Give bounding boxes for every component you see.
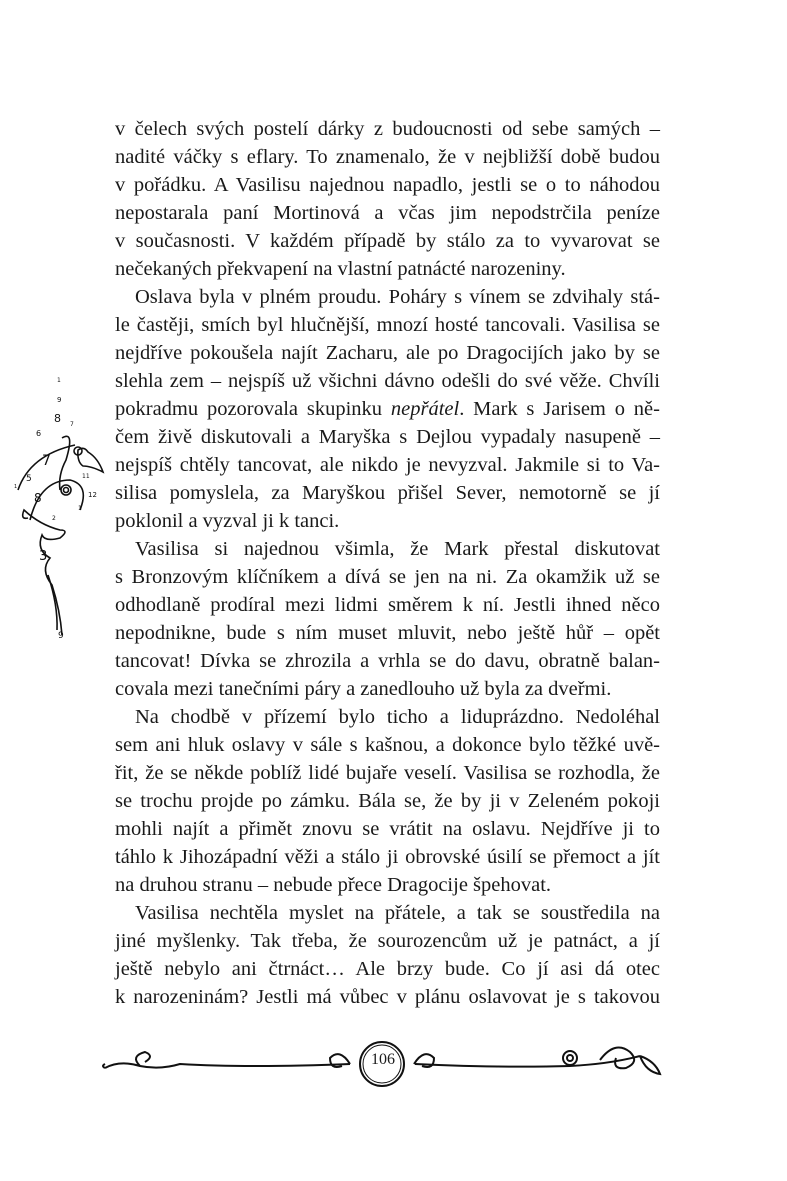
- text-span: poklonil a vyzval ji k tanci.: [115, 510, 340, 532]
- text-line: [115, 675, 660, 703]
- text-span: Vasilisa si najednou všimla, že Mark přestal diskutovat: [135, 538, 660, 560]
- text-line: [115, 451, 660, 479]
- text-line: [115, 171, 660, 199]
- text-span: táhlo k Jihozápadní věži a stálo ji obrovské úsilí se přemoct a jít: [115, 846, 660, 868]
- text-span: nejdříve pokoušela najít Zacharu, ale po Dragocijích jako by se: [115, 342, 660, 364]
- ornament-digit: 9: [57, 396, 62, 404]
- text-span: Na chodbě v přízemí bylo ticho a liduprázdno. Nedoléhal: [135, 706, 660, 728]
- text-line: [115, 983, 660, 1011]
- text-line: [115, 647, 660, 675]
- ornament-digit: 8: [34, 491, 42, 505]
- ornament-digit: 1: [14, 484, 18, 490]
- text-span: silisa pomyslela, za Maryškou přišel Sever, nemotorně se jí: [115, 482, 660, 504]
- ornament-digit: 1: [78, 505, 82, 512]
- page-number: 106: [371, 1051, 395, 1068]
- text-span: na druhou stranu – nebude přece Dragocije špehovat.: [115, 874, 552, 896]
- text-span: se trochu projde po zámku. Bála se, že by ji v Zeleném pokoji: [115, 790, 660, 812]
- text-line: [115, 535, 660, 563]
- ornament-digit: 1: [57, 377, 61, 384]
- ornament-digit: 7: [42, 453, 51, 469]
- text-line: [115, 843, 660, 871]
- text-span: v čelech svých postelí dárky z budoucnosti od sebe samých –: [115, 118, 660, 140]
- emphasis: nepřátel: [390, 398, 460, 420]
- text-span: v pořádku. A Vasilisu najednou napadlo, jestli se o to náhodou: [115, 174, 660, 196]
- text-line: [115, 339, 660, 367]
- text-line: [115, 255, 660, 283]
- text-span: Vasilisa nechtěla myslet na přátele, a tak se soustředila na: [135, 902, 660, 924]
- text-span: . Mark s Jarisem o ně-: [459, 398, 660, 420]
- text-line: [115, 619, 660, 647]
- text-span: odhodlaně prodíral mezi lidmi směrem k ní. Jestli ihned něco: [115, 594, 660, 616]
- text-span: nepodnikne, bude s ním muset mluvit, nebo ještě hůř – opět: [115, 622, 660, 644]
- text-line: [115, 759, 660, 787]
- text-line: [115, 115, 660, 143]
- text-line: [115, 395, 660, 423]
- text-span: s Bronzovým klíčníkem a dívá se jen na ni. Za okamžik už se: [115, 566, 660, 588]
- text-line: [115, 479, 660, 507]
- text-line: [115, 899, 660, 927]
- text-span: v současnosti. V každém případě by stálo za to vyvarovat se: [115, 230, 660, 252]
- text-span: ještě nebylo ani čtrnáct… Ale brzy bude. Co jí asi dá otec: [115, 958, 660, 980]
- text-span: k narozeninám? Jestli má vůbec v plánu oslavovat je s takovou: [115, 986, 660, 1008]
- text-span: pokradmu pozorovala skupinku: [115, 398, 391, 420]
- text-line: [115, 731, 660, 759]
- text-line: [115, 871, 660, 899]
- ornament-digit: 5: [26, 474, 32, 484]
- text-span: slehla zem – nejspíš už všichni dávno odešli do své věže. Chvíli: [115, 370, 660, 392]
- ornament-digit: 3: [39, 549, 48, 564]
- text-line: [115, 423, 660, 451]
- body-text: [115, 115, 660, 1011]
- text-line: [115, 227, 660, 255]
- text-span: nejspíš chtěly tancovat, ale nikdo je nevyzval. Jakmile si to Va-: [115, 454, 660, 476]
- ornament-digit: 7: [70, 421, 74, 428]
- text-line: [115, 507, 660, 535]
- text-span: nečekaných překvapení na vlastní patnácté narozeniny.: [115, 258, 566, 280]
- ornament-digit: 8: [54, 412, 61, 425]
- text-span: sem ani hluk oslavy v sále s kašnou, a dokonce bylo těžké uvě-: [115, 734, 660, 756]
- text-span: jiné myšlenky. Tak třeba, že sourozencům už je patnáct, a jí: [115, 930, 660, 952]
- text-line: [115, 591, 660, 619]
- text-span: covala mezi tanečními páry a zanedlouho už byla za dveřmi.: [115, 678, 612, 700]
- text-line: [115, 367, 660, 395]
- text-line: [115, 311, 660, 339]
- text-line: [115, 703, 660, 731]
- ornament-digit: 11: [82, 473, 90, 480]
- clock-swirl-ornament-icon: [0, 370, 110, 650]
- text-line: [115, 199, 660, 227]
- text-line: [115, 927, 660, 955]
- ornament-digit: 2: [52, 515, 56, 522]
- text-span: nadité váčky s eflary. To znamenalo, že v nejbližší době budou: [115, 146, 660, 168]
- text-span: tancovat! Dívka se zhrozila a vrhla se do davu, obratně balan-: [115, 650, 660, 672]
- ornament-digit: 9: [58, 631, 64, 641]
- text-line: [115, 955, 660, 983]
- text-line: [115, 787, 660, 815]
- text-line: [115, 563, 660, 591]
- text-span: Oslava byla v plném proudu. Poháry s vínem se zdvihaly stá-: [135, 286, 660, 308]
- text-span: řit, že se někde poblíž lidé bujaře veselí. Vasilisa se rozhodla, že: [115, 762, 660, 784]
- ornament-digit: 12: [88, 491, 97, 499]
- text-line: [115, 143, 660, 171]
- text-span: le častěji, smích byl hlučnější, mnozí hosté tancovali. Vasilisa se: [115, 314, 660, 336]
- ornament-digit: 6: [36, 429, 42, 438]
- text-span: čem živě diskutovali a Maryška s Dejlou vypadaly nasupeně –: [115, 426, 660, 448]
- text-span: nepostarala paní Mortinová a včas jim nepodstrčila peníze: [115, 202, 660, 224]
- text-span: mohli najít a přimět znovu se vrátit na oslavu. Nejdříve ji to: [115, 818, 660, 840]
- text-line: [115, 283, 660, 311]
- text-line: [115, 815, 660, 843]
